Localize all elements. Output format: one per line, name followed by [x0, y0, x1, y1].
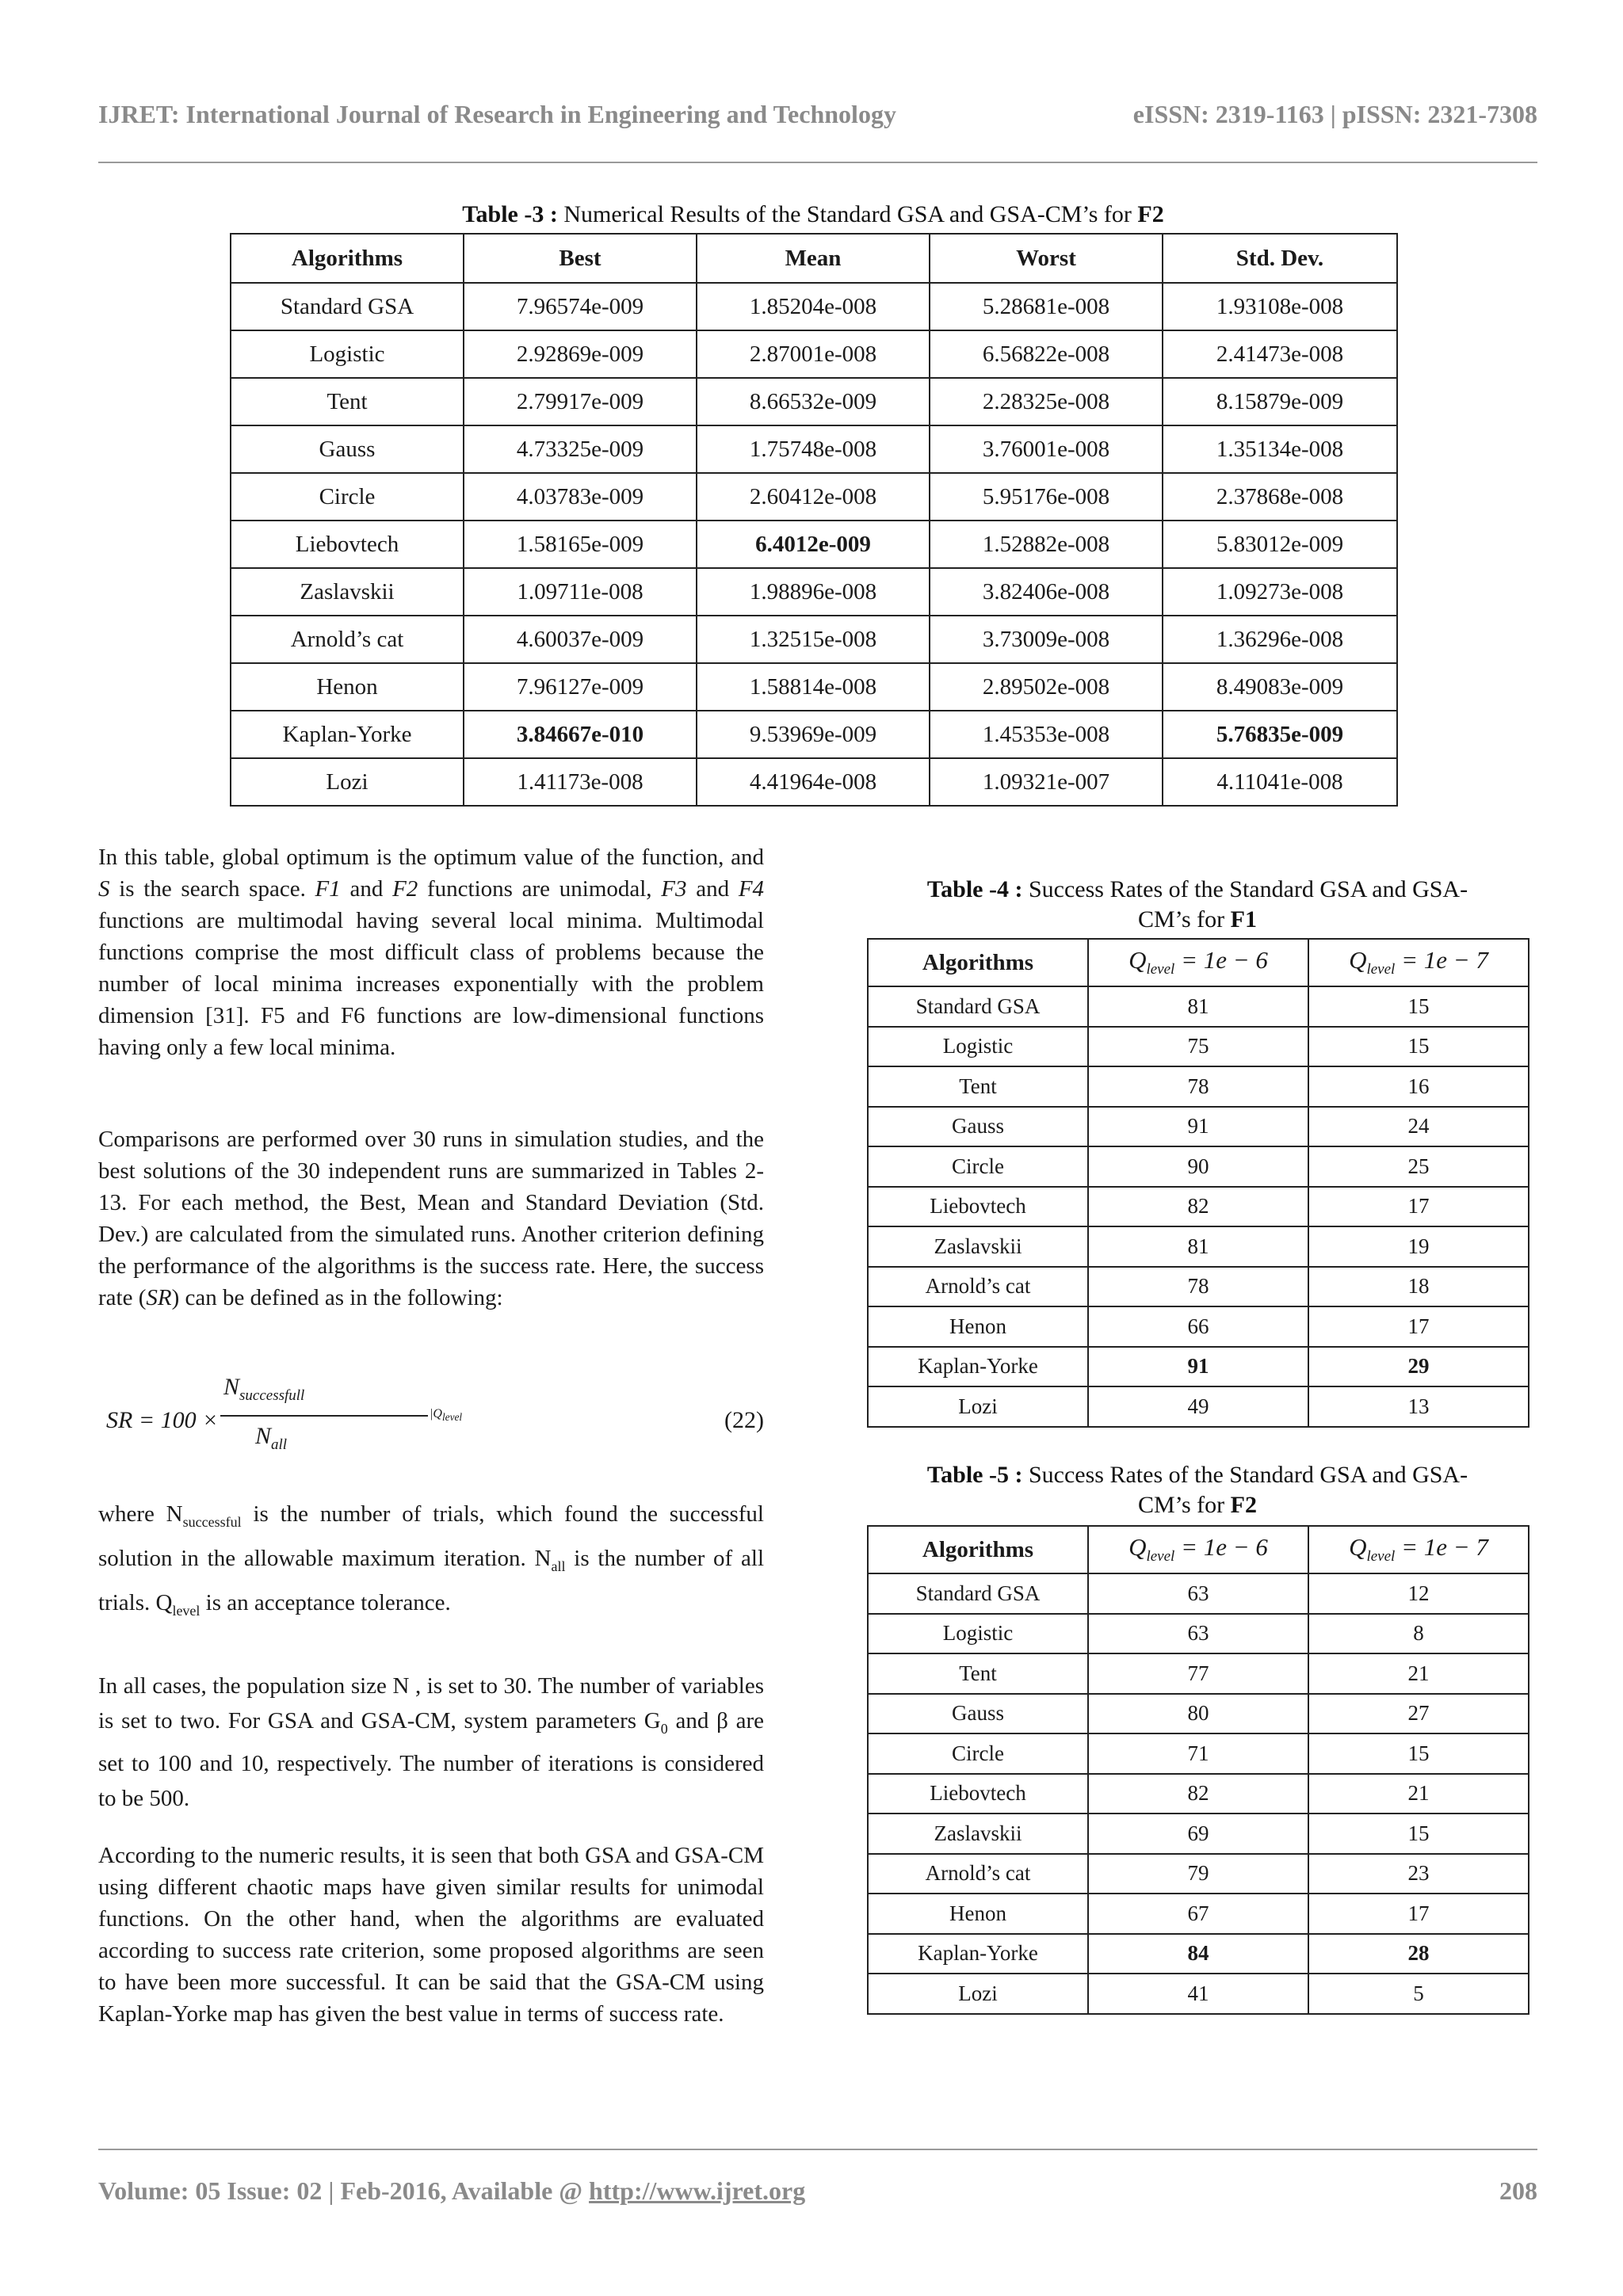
table-row	[231, 425, 1397, 473]
text-span: level	[172, 1602, 200, 1619]
table-cell: Liebovtech	[868, 1187, 1088, 1227]
table-row	[868, 1146, 1529, 1187]
table-cell: Tent	[231, 378, 464, 425]
table-cell: Liebovtech	[868, 1774, 1088, 1814]
table-cell: 1.93108e-008	[1163, 283, 1397, 330]
paragraph-2	[98, 1123, 764, 1314]
text-span: N	[223, 1374, 240, 1400]
table-row	[868, 1894, 1529, 1934]
text-span: F3	[661, 876, 687, 902]
table-cell: 82	[1088, 1187, 1308, 1227]
table-row	[231, 473, 1397, 521]
table-cell: 1.09321e-007	[930, 758, 1163, 806]
table-cell: Zaslavskii	[231, 568, 464, 616]
table-cell: 82	[1088, 1774, 1308, 1814]
text-span: successful	[182, 1513, 242, 1530]
paragraph-5: According to the numeric results, it is seen that both GSA and GSA-CM using different chaotic maps have given similar results for unimodal functions. On the other hand, when the algorithms are evaluated according to success rate criterion, some proposed algorithms are seen to have been more successful. It can be said that the GSA-CM using Kaplan-Yorke map has given the best value in terms of success rate.	[98, 1843, 764, 2027]
table-cell: 27	[1308, 1694, 1529, 1734]
table-cell: Tent	[868, 1066, 1088, 1107]
table-cell-best: 5.76835e-009	[1163, 711, 1397, 758]
table-row	[868, 1386, 1529, 1427]
text-span: F4	[738, 876, 765, 902]
table-cell: Zaslavskii	[868, 1814, 1088, 1854]
text-span: level	[441, 1411, 463, 1424]
table-row	[231, 378, 1397, 425]
table-cell: 1.36296e-008	[1163, 616, 1397, 663]
text-span: SR	[146, 1285, 172, 1310]
table5-header-cell: Algorithms	[868, 1526, 1088, 1573]
table-row	[231, 568, 1397, 616]
table-cell: 75	[1088, 1027, 1308, 1067]
table-cell: Henon	[868, 1306, 1088, 1347]
table-cell: 3.76001e-008	[930, 425, 1163, 473]
table-cell: 17	[1308, 1306, 1529, 1347]
table-cell: 71	[1088, 1733, 1308, 1774]
table-cell: 1.45353e-008	[930, 711, 1163, 758]
table5-caption-line2	[867, 1490, 1528, 1520]
table-cell: Gauss	[231, 425, 464, 473]
table-cell: Standard GSA	[868, 986, 1088, 1027]
footer-divider	[98, 2149, 1537, 2150]
table-row	[868, 1814, 1529, 1854]
table-cell: Liebovtech	[231, 521, 464, 568]
table-cell: 2.87001e-008	[697, 330, 930, 378]
text-span: and	[686, 876, 739, 902]
table-cell: 4.73325e-009	[464, 425, 697, 473]
table-cell: 91	[1088, 1107, 1308, 1147]
table3-header-cell: Best	[464, 234, 697, 283]
table-cell: Arnold’s cat	[868, 1854, 1088, 1894]
table-cell: 81	[1088, 986, 1308, 1027]
table-cell: 69	[1088, 1814, 1308, 1854]
table3	[230, 233, 1398, 807]
table-cell: Gauss	[868, 1107, 1088, 1147]
text-span: is an acceptance tolerance.	[200, 1589, 451, 1615]
table-cell: Lozi	[868, 1386, 1088, 1427]
table-cell: 2.60412e-008	[697, 473, 930, 521]
text-span: In all cases, the population size N , is set to 30. The number of variables is set to two. For GSA and GSA-CM, system parameters G	[98, 1673, 764, 1733]
table5-caption	[867, 1460, 1528, 1520]
footer-volume	[98, 2176, 805, 2206]
fraction-bar	[220, 1415, 428, 1417]
table-cell: 17	[1308, 1894, 1529, 1934]
text-span: and β are set to 100 and 10, respectively. The number of iterations is considered to be 500.	[98, 1708, 765, 1811]
table3-caption	[230, 200, 1396, 230]
equation-22	[103, 1374, 764, 1477]
table-cell: 63	[1088, 1573, 1308, 1614]
table-cell: 41	[1088, 1974, 1308, 2014]
table-cell: 5	[1308, 1974, 1529, 2014]
table3-caption-label: Table -3 :	[462, 201, 558, 227]
text-span: Comparisons are performed over 30 runs in simulation studies, and the best solutions of the 30 independent runs are summarized in Tables 2-13. For each method, the Best, Mean and Standard Deviation (Std. Dev.) are calculated from the simulated runs. Another criterion defining the performance of the algorithms is the success rate. Here, the success rate (	[98, 1127, 764, 1310]
table-cell: Logistic	[868, 1027, 1088, 1067]
table-cell: 2.89502e-008	[930, 663, 1163, 711]
table-row	[231, 283, 1397, 330]
table-row	[868, 1974, 1529, 2014]
table-row	[868, 1027, 1529, 1067]
table-cell: Zaslavskii	[868, 1226, 1088, 1267]
table-row	[868, 1934, 1529, 1974]
table-cell: 12	[1308, 1573, 1529, 1614]
table-cell: Kaplan-Yorke	[868, 1934, 1088, 1974]
table5-header-cell	[1088, 1526, 1308, 1573]
table-cell: 8.15879e-009	[1163, 378, 1397, 425]
table-cell: 78	[1088, 1267, 1308, 1307]
table-cell: 4.41964e-008	[697, 758, 930, 806]
text-span: F2	[392, 876, 418, 902]
table-cell: 1.85204e-008	[697, 283, 930, 330]
table-cell: Logistic	[868, 1614, 1088, 1654]
text-span: = 1e − 6	[1181, 1533, 1268, 1562]
table4-header-cell: Algorithms	[868, 939, 1088, 986]
table-row	[868, 1226, 1529, 1267]
table-cell-best: 84	[1088, 1934, 1308, 1974]
table-cell: 1.09273e-008	[1163, 568, 1397, 616]
text-span: functions are multimodal having several local minima. Multimodal functions comprise the most difficult class of problems because the number of local minima increases exponentially with the problem dimension [31]. F5 and F6 functions are low-dimensional functions having only a few local minima.	[98, 908, 764, 1060]
table-cell: 4.11041e-008	[1163, 758, 1397, 806]
table-cell: 1.75748e-008	[697, 425, 930, 473]
table4-caption-line2	[867, 905, 1528, 935]
table-cell: 1.09711e-008	[464, 568, 697, 616]
table-cell: 49	[1088, 1386, 1308, 1427]
text-span: is the number of trials, which found the successful solution in the allowable maximum iteration. N	[98, 1501, 764, 1571]
table-row	[868, 1774, 1529, 1814]
table-row	[868, 1066, 1529, 1107]
table4-header-row	[868, 939, 1529, 986]
table-cell: 1.58814e-008	[697, 663, 930, 711]
table-row	[868, 986, 1529, 1027]
table-cell: Standard GSA	[868, 1573, 1088, 1614]
table-cell: 7.96574e-009	[464, 283, 697, 330]
table-row	[868, 1347, 1529, 1387]
text-span: is the search space.	[109, 876, 315, 902]
table-cell: Lozi	[868, 1974, 1088, 2014]
table4-caption-text: Success Rates of the Standard GSA and GSA-	[1028, 876, 1468, 902]
page-footer	[98, 2176, 1537, 2208]
table-cell: 3.73009e-008	[930, 616, 1163, 663]
table3-header-cell: Std. Dev.	[1163, 234, 1397, 283]
table-cell: 8	[1308, 1614, 1529, 1654]
page-number: 208	[1499, 2176, 1537, 2205]
table-row	[231, 330, 1397, 378]
table-cell: 5.28681e-008	[930, 283, 1163, 330]
table4-header-cell	[1088, 939, 1308, 986]
q-level-symbol	[1128, 946, 1268, 978]
table-cell: 23	[1308, 1854, 1529, 1894]
text-span: Q	[1349, 946, 1367, 974]
text-span: level	[1146, 1548, 1175, 1566]
text-span: = 1e − 7	[1401, 1533, 1488, 1562]
text-span: functions are unimodal,	[418, 876, 662, 902]
table-cell: 8.49083e-009	[1163, 663, 1397, 711]
q-level-symbol	[1349, 946, 1488, 978]
table5-caption-text2: CM’s for	[1137, 1492, 1225, 1518]
table-cell: 2.79917e-009	[464, 378, 697, 425]
table3-header-cell: Mean	[697, 234, 930, 283]
table-cell: 4.03783e-009	[464, 473, 697, 521]
table-cell: 15	[1308, 986, 1529, 1027]
table-cell: 15	[1308, 1814, 1529, 1854]
table-cell-best: 29	[1308, 1347, 1529, 1387]
text-span: level	[1366, 961, 1396, 978]
table-cell: 66	[1088, 1306, 1308, 1347]
table-cell: 17	[1308, 1187, 1529, 1227]
table-cell-best: 28	[1308, 1934, 1529, 1974]
table-cell: 78	[1088, 1066, 1308, 1107]
table5-caption-text: Success Rates of the Standard GSA and GSA-	[1028, 1462, 1468, 1488]
issn: eISSN: 2319-1163 | pISSN: 2321-7308	[1132, 100, 1537, 128]
table-row	[868, 1614, 1529, 1654]
text-span: ) can be defined as in the following:	[171, 1285, 503, 1310]
table-cell: 81	[1088, 1226, 1308, 1267]
table4-caption-label: Table -4 :	[926, 876, 1023, 902]
table-cell: 25	[1308, 1146, 1529, 1187]
q-level-symbol	[1128, 1533, 1268, 1566]
table-cell: 2.92869e-009	[464, 330, 697, 378]
text-span: F1	[315, 876, 341, 902]
text-span: level	[1366, 1548, 1396, 1566]
table-row	[868, 1694, 1529, 1734]
text-span: Q	[1128, 946, 1147, 974]
table4-caption-text2: CM’s for	[1137, 906, 1225, 933]
table-cell: 2.28325e-008	[930, 378, 1163, 425]
table5-header-row	[868, 1526, 1529, 1573]
table3-header-cell: Worst	[930, 234, 1163, 283]
table-cell: 80	[1088, 1694, 1308, 1734]
table-cell: Circle	[231, 473, 464, 521]
table-cell: 21	[1308, 1653, 1529, 1694]
table-cell: 21	[1308, 1774, 1529, 1814]
table-cell: Lozi	[231, 758, 464, 806]
table-row	[231, 616, 1397, 663]
text-span: and	[340, 876, 393, 902]
table-cell: Arnold’s cat	[868, 1267, 1088, 1307]
table-cell: 6.56822e-008	[930, 330, 1163, 378]
header-divider	[98, 162, 1537, 163]
table-cell-best: 3.84667e-010	[464, 711, 697, 758]
table-cell: 18	[1308, 1267, 1529, 1307]
table-cell: 63	[1088, 1614, 1308, 1654]
text-span: successfull	[239, 1387, 305, 1404]
text-span: all	[551, 1558, 566, 1574]
table-cell: 3.82406e-008	[930, 568, 1163, 616]
text-span: 0	[660, 1720, 668, 1737]
equation-numerator	[223, 1374, 304, 1405]
text-span: level	[1146, 961, 1175, 978]
table-cell: 1.35134e-008	[1163, 425, 1397, 473]
table-cell: 5.83012e-009	[1163, 521, 1397, 568]
journal-title: IJRET: International Journal of Research in Engineering and Technology	[98, 100, 896, 128]
text-span: = 1e − 6	[1181, 946, 1268, 974]
table-cell: 13	[1308, 1386, 1529, 1427]
table5-caption-func: F2	[1230, 1492, 1257, 1518]
table-cell: 9.53969e-009	[697, 711, 930, 758]
text-span: In this table, global optimum is the optimum value of the function, and	[98, 845, 764, 870]
table-cell: 2.41473e-008	[1163, 330, 1397, 378]
journal-url-link[interactable]: http://www.ijret.org	[589, 2176, 806, 2205]
table-cell: 90	[1088, 1146, 1308, 1187]
text-span: = 1e − 7	[1401, 946, 1488, 974]
table-cell-best: 91	[1088, 1347, 1308, 1387]
text-span: Q	[1349, 1533, 1367, 1562]
table-cell: Arnold’s cat	[231, 616, 464, 663]
table-cell: Gauss	[868, 1694, 1088, 1734]
table-row	[231, 521, 1397, 568]
table-cell: 1.52882e-008	[930, 521, 1163, 568]
table4-header-cell	[1308, 939, 1529, 986]
table4	[867, 938, 1529, 1428]
table3-caption-text: Numerical Results of the Standard GSA and GSA-CM’s for	[563, 201, 1132, 227]
text-span: Q	[1128, 1533, 1147, 1562]
text-span: where N	[98, 1501, 183, 1527]
table3-header-row	[231, 234, 1397, 283]
table-row	[868, 1653, 1529, 1694]
table-row	[231, 758, 1397, 806]
table-cell: 77	[1088, 1653, 1308, 1694]
table-cell: 79	[1088, 1854, 1308, 1894]
table-cell: 24	[1308, 1107, 1529, 1147]
text-span: all	[271, 1436, 288, 1453]
paragraph-1	[98, 841, 764, 1063]
paragraph-3	[98, 1496, 764, 1628]
page-header	[98, 100, 1537, 132]
table-cell: 15	[1308, 1027, 1529, 1067]
table-row	[868, 1107, 1529, 1147]
table-cell: 4.60037e-009	[464, 616, 697, 663]
table-row	[231, 711, 1397, 758]
table-cell: 1.32515e-008	[697, 616, 930, 663]
table3-caption-func: F2	[1137, 201, 1164, 227]
table4-caption-func: F1	[1230, 906, 1257, 933]
table-row	[868, 1187, 1529, 1227]
table-cell: 16	[1308, 1066, 1529, 1107]
table-row	[231, 663, 1397, 711]
table-cell: Standard GSA	[231, 283, 464, 330]
table-cell: Circle	[868, 1733, 1088, 1774]
table-cell: 7.96127e-009	[464, 663, 697, 711]
table-cell: Circle	[868, 1146, 1088, 1187]
table-cell: Henon	[868, 1894, 1088, 1934]
table-cell: 1.58165e-009	[464, 521, 697, 568]
text-span: S	[98, 876, 110, 902]
table5-caption-line1	[867, 1460, 1528, 1490]
table-cell-best: 6.4012e-009	[697, 521, 930, 568]
table-cell: 1.98896e-008	[697, 568, 930, 616]
table3-header-cell: Algorithms	[231, 234, 464, 283]
text-span: N	[255, 1423, 272, 1449]
table5	[867, 1525, 1529, 2015]
table4-caption-line1	[867, 875, 1528, 905]
table-cell: 5.95176e-008	[930, 473, 1163, 521]
table-row	[868, 1854, 1529, 1894]
table5-header-cell	[1308, 1526, 1529, 1573]
table-cell: Logistic	[231, 330, 464, 378]
table-cell: 19	[1308, 1226, 1529, 1267]
equation-denominator	[255, 1423, 287, 1454]
table-cell: Kaplan-Yorke	[868, 1347, 1088, 1387]
table-cell: 67	[1088, 1894, 1308, 1934]
table-cell: Tent	[868, 1653, 1088, 1694]
table-row	[868, 1733, 1529, 1774]
q-level-symbol	[1349, 1533, 1488, 1566]
text-span: |Q	[430, 1407, 442, 1421]
table4-caption	[867, 875, 1528, 935]
table-cell: Henon	[231, 663, 464, 711]
equation-condition	[430, 1407, 462, 1424]
table-cell: 8.66532e-009	[697, 378, 930, 425]
equation-lhs: SR = 100 ×	[106, 1407, 219, 1433]
table-row	[868, 1267, 1529, 1307]
table-cell: 15	[1308, 1733, 1529, 1774]
equation-number: (22)	[724, 1407, 764, 1433]
table-row	[868, 1573, 1529, 1614]
table5-caption-label: Table -5 :	[926, 1462, 1023, 1488]
text-span: is the number of all trials. Q	[98, 1545, 764, 1615]
table-cell: Kaplan-Yorke	[231, 711, 464, 758]
footer-volume-text: Volume: 05 Issue: 02 | Feb-2016, Available @	[98, 2176, 590, 2205]
table-cell: 2.37868e-008	[1163, 473, 1397, 521]
table-row	[868, 1306, 1529, 1347]
paragraph-4	[98, 1669, 764, 1816]
table-cell: 1.41173e-008	[464, 758, 697, 806]
